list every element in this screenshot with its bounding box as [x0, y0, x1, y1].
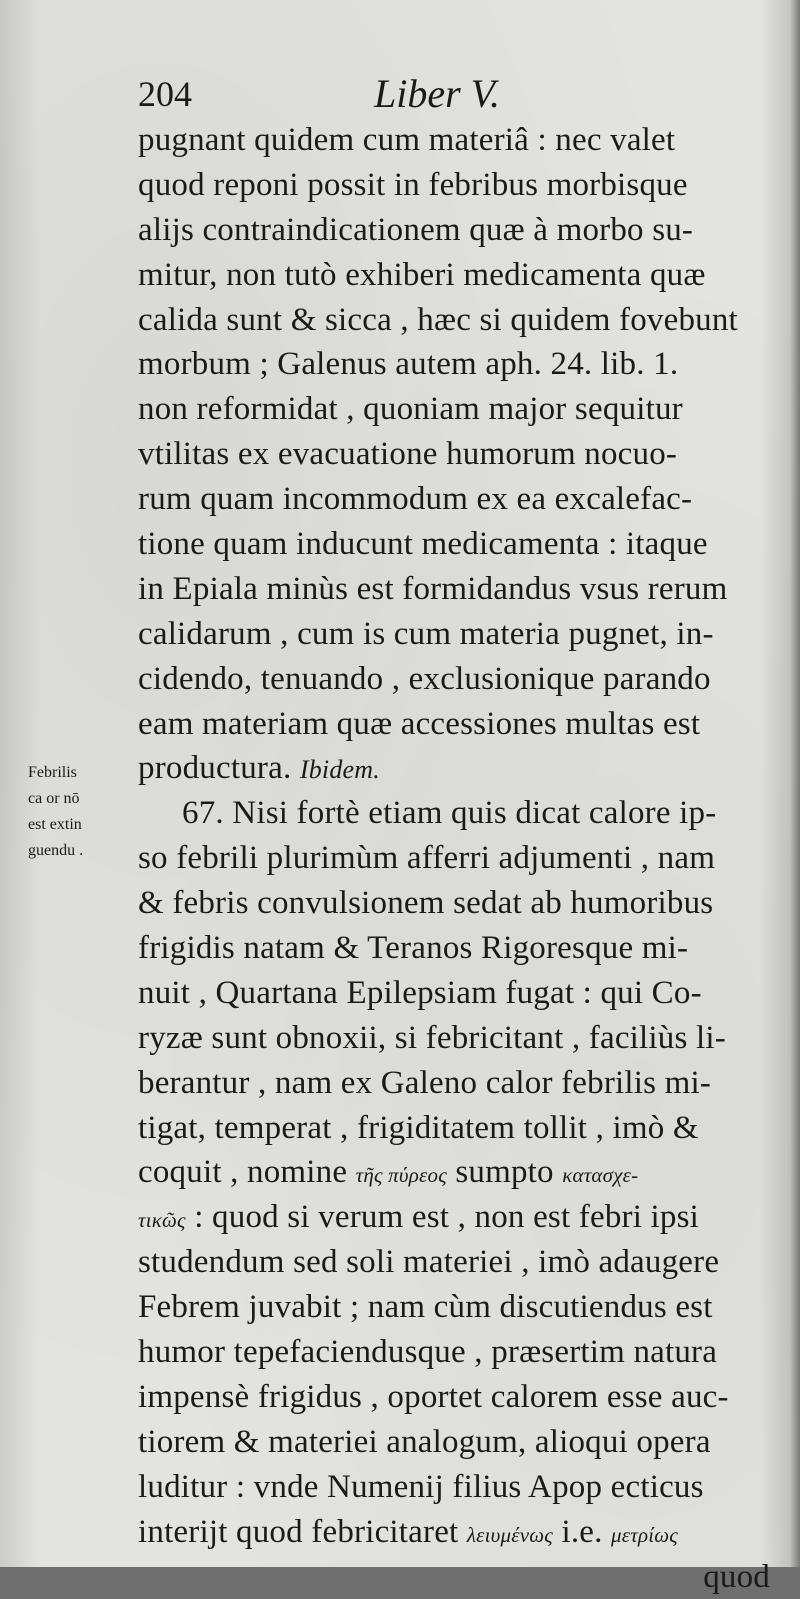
text-line: eam materiam quæ accessiones multas est: [138, 702, 770, 747]
text-span: i.e.: [553, 1514, 611, 1550]
text-line: tigat, temperat , frigiditatem tollit , imò &: [138, 1106, 770, 1151]
greek-span: κατασχε-: [562, 1163, 638, 1187]
text-line: in Epiala minùs est formidandus vsus rerum: [138, 567, 770, 612]
text-line: calidarum , cum is cum materia pugnet, in-: [138, 612, 770, 657]
marginal-note: [28, 760, 136, 864]
text-line: [138, 746, 770, 791]
text-line: tiorem & materiei analogum, alioqui opera: [138, 1420, 770, 1465]
paragraph-start-line: 67. Nisi fortè etiam quis dicat calore ip-: [138, 791, 770, 836]
text-line: nuit , Quartana Epilepsiam fugat : qui Co-: [138, 971, 770, 1016]
marginal-note-line: guendu .: [28, 838, 136, 864]
text-line: pugnant quidem cum materiâ : nec valet: [138, 118, 770, 163]
text-line: ryzæ sunt obnoxii, si febricitant , faciliùs li-: [138, 1016, 770, 1061]
text-line: morbum ; Galenus autem aph. 24. lib. 1.: [138, 342, 770, 387]
marginal-note-line: ca or nō: [28, 786, 136, 812]
citation-ibidem: Ibidem.: [300, 755, 380, 784]
text-line: luditur : vnde Numenij filius Apop ecticus: [138, 1465, 770, 1510]
text-line: vtilitas ex evacuatione humorum nocuo-: [138, 432, 770, 477]
text-line: [138, 1195, 770, 1240]
text-span: sumpto: [447, 1154, 562, 1190]
text-line: berantur , nam ex Galeno calor febrilis mi-: [138, 1061, 770, 1106]
text-line: alijs contraindicationem quæ à morbo su-: [138, 208, 770, 253]
text-span: interijt quod febricitaret: [138, 1514, 467, 1550]
text-line: tione quam inducunt medicamenta : itaque: [138, 522, 770, 567]
greek-span: τῆς πύρεος: [356, 1163, 447, 1187]
text-line: frigidis natam & Teranos Rigoresque mi-: [138, 926, 770, 971]
marginal-note-line: Febrilis: [28, 760, 136, 786]
page-edge-shadow: [790, 0, 800, 1567]
text-line: non reformidat , quoniam major sequitur: [138, 387, 770, 432]
running-head: [138, 70, 638, 120]
text-line: so febrili plurimùm afferri adjumenti , nam: [138, 836, 770, 881]
text-line: studendum sed soli materiei , imò adaugere: [138, 1240, 770, 1285]
text-line: humor tepefaciendusque , præsertim natura: [138, 1330, 770, 1375]
body-text: [138, 118, 770, 1599]
catchword: quod: [138, 1555, 770, 1599]
text-line: Febrem juvabit ; nam cùm discutiendus est: [138, 1285, 770, 1330]
text-line: impensè frigidus , oportet calorem esse auc-: [138, 1375, 770, 1420]
text-line: cidendo, tenuando , exclusionique parando: [138, 657, 770, 702]
text-span: : quod si verum est , non est febri ipsi: [186, 1199, 699, 1235]
text-line: rum quam incommodum ex ea excalefac-: [138, 477, 770, 522]
greek-span: τικῶς: [138, 1208, 186, 1232]
text-line: [138, 1510, 770, 1555]
text-line: & febris convulsionem sedat ab humoribus: [138, 881, 770, 926]
marginal-note-line: est extin: [28, 812, 136, 838]
page-number: 204: [138, 70, 192, 118]
text-line: mitur, non tutò exhiberi medicamenta quæ: [138, 253, 770, 298]
text-line: calida sunt & sicca , hæc si quidem fovebunt: [138, 298, 770, 343]
running-title: Liber V.: [374, 70, 500, 118]
greek-span: μετρίως: [611, 1523, 678, 1547]
text-line: [138, 1150, 770, 1195]
text-span: productura.: [138, 750, 300, 786]
text-line: quod reponi possit in febribus morbisque: [138, 163, 770, 208]
greek-span: λειυμένως: [467, 1523, 553, 1547]
text-span: coquit , nomine: [138, 1154, 356, 1190]
